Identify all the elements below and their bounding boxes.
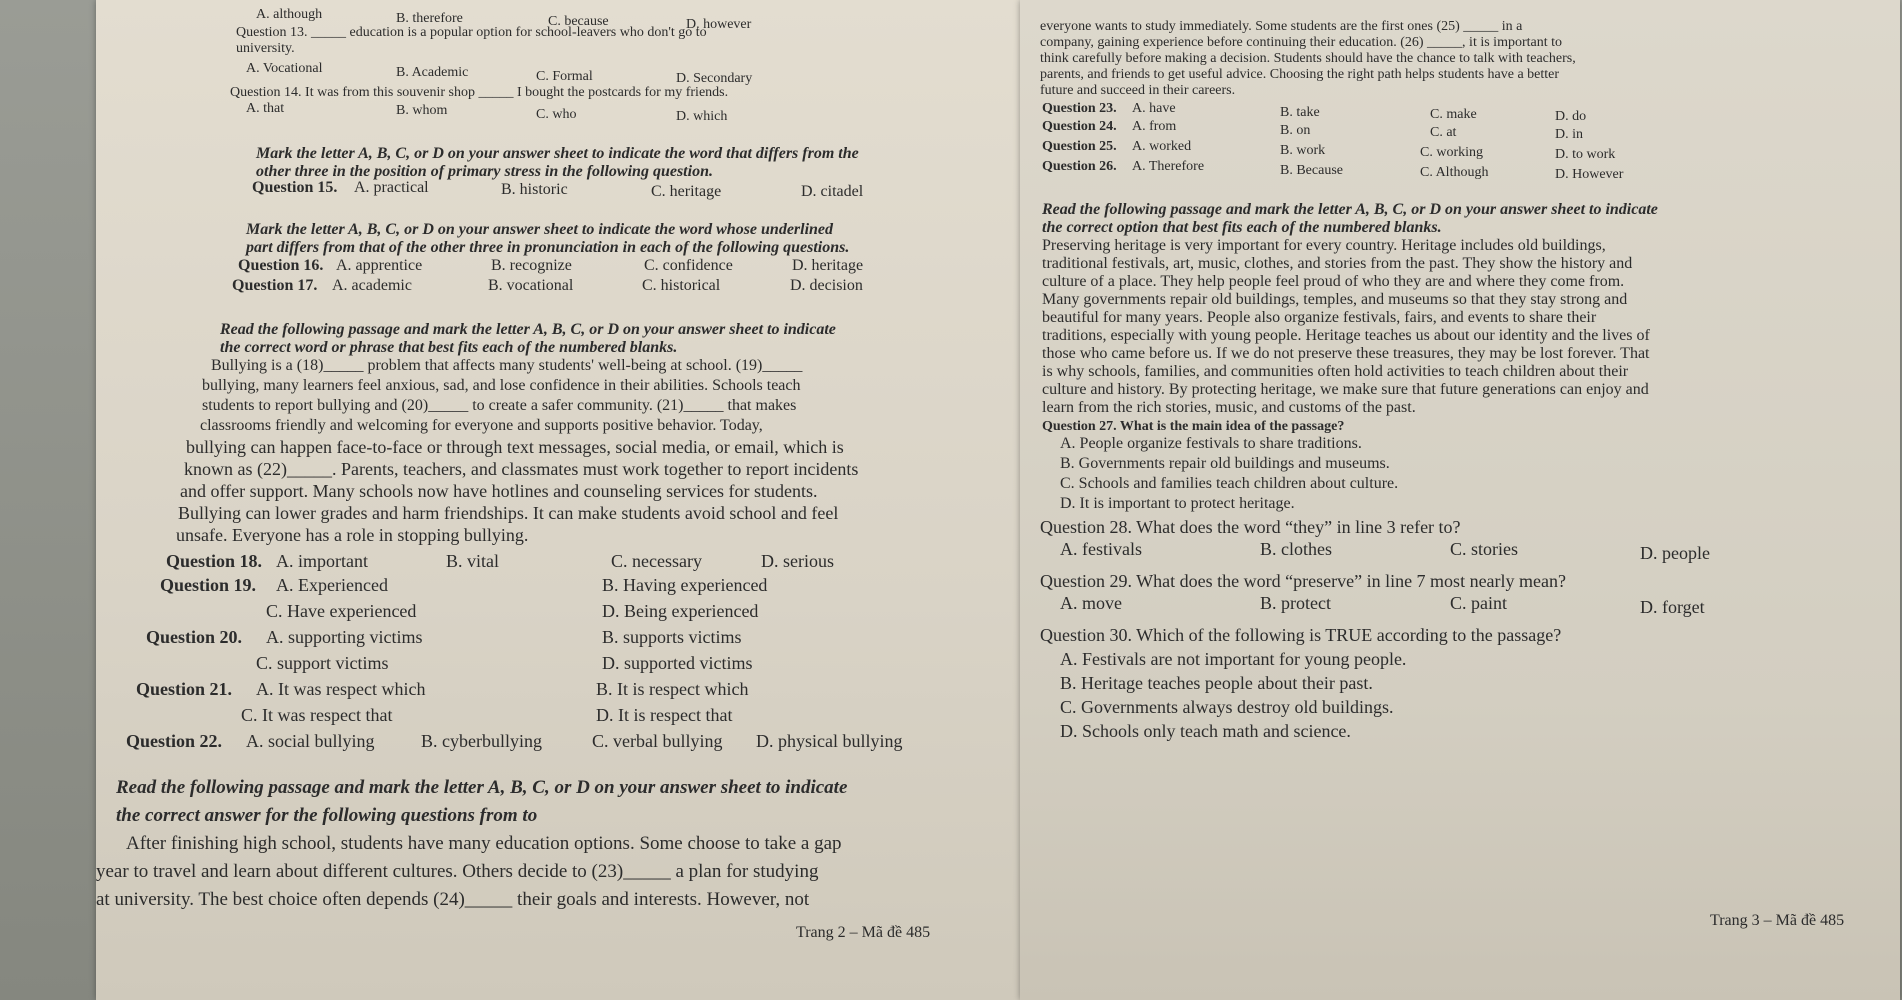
page-footer: Trang 3 – Mã đề 485	[1710, 912, 1845, 929]
q17-label: Question 17.	[232, 277, 318, 294]
passage-line: culture of a place. They help people feel proud of who they are and where they come from.	[1042, 273, 1625, 290]
q28-option-b: B. clothes	[1260, 539, 1332, 559]
passage-line: bullying, many learners feel anxious, sad, and lose confidence in their abilities. Schools teach	[202, 377, 801, 394]
q21-label: Question 21.	[136, 679, 233, 699]
pronunciation-instruction-cont: part differs from that of the other three in pronunciation in each of the following questions.	[246, 239, 850, 256]
q23-option-d: D. do	[1555, 109, 1587, 124]
q29-option-d: D. forget	[1640, 597, 1705, 617]
q16-label: Question 16.	[238, 257, 324, 274]
q30-option-a: A. Festivals are not important for young people.	[1060, 649, 1407, 669]
q26-option-b: B. Because	[1280, 163, 1343, 178]
q17-option-d: D. decision	[790, 277, 863, 294]
q27-stem: Question 27. What is the main idea of the passage?	[1042, 419, 1345, 434]
q12-option-c: C. because	[548, 14, 609, 29]
q20-label: Question 20.	[146, 627, 243, 647]
passage-line: at university. The best choice often depends (24)_____ their goals and interests. However, not	[96, 889, 810, 910]
q12-option-b: B. therefore	[396, 11, 463, 26]
q28-stem: Question 28. What does the word “they” in line 3 refer to?	[1040, 517, 1461, 537]
q13-option-b: B. Academic	[396, 65, 469, 80]
q23-option-c: C. make	[1430, 107, 1477, 122]
passage-line: known as (22)_____. Parents, teachers, and classmates must work together to report incidents	[184, 459, 859, 479]
passage-line: Preserving heritage is very important for every country. Heritage includes old buildings,	[1042, 237, 1606, 254]
q17-option-b: B. vocational	[488, 277, 574, 294]
q26-option-d: D. However	[1555, 167, 1624, 182]
q22-option-a: A. social bullying	[246, 731, 375, 751]
q14-option-c: C. who	[536, 107, 577, 122]
q19-option-d: D. Being experienced	[602, 601, 759, 621]
q19-option-c: C. Have experienced	[266, 601, 417, 621]
passage-line: Bullying is a (18)_____ problem that affects many students' well-being at school. (19)_____	[211, 357, 803, 374]
q29-stem: Question 29. What does the word “preserve” in line 7 most nearly mean?	[1040, 571, 1567, 591]
passage-line: company, gaining experience before continuing their education. (26) _____, it is important to	[1040, 35, 1562, 50]
q18-option-c: C. necessary	[611, 551, 702, 571]
passage-line: culture and history. By protecting heritage, we make sure that future generations can enjoy and	[1042, 381, 1649, 398]
q14-option-b: B. whom	[396, 103, 448, 118]
stress-instruction: Mark the letter A, B, C, or D on your answer sheet to indicate the word that differs from the	[256, 145, 859, 162]
q27-option-a: A. People organize festivals to share traditions.	[1060, 435, 1362, 452]
q25-option-c: C. working	[1420, 145, 1483, 160]
passage-line: After finishing high school, students have many education options. Some choose to take a gap	[126, 833, 842, 854]
q12-option-a: A. although	[256, 7, 323, 22]
page-footer: Trang 2 – Mã đề 485	[796, 924, 931, 941]
passage-line: Bullying can lower grades and harm friendships. It can make students avoid school and feel	[178, 503, 839, 523]
reading3-instruction-cont: the correct option that best fits each of the numbered blanks.	[1042, 219, 1442, 236]
q16-option-c: C. confidence	[644, 257, 733, 274]
q30-stem: Question 30. Which of the following is TRUE according to the passage?	[1040, 625, 1562, 645]
reading2-instruction: Read the following passage and mark the letter A, B, C, or D on your answer sheet to indicate	[116, 777, 848, 798]
stress-instruction-cont: other three in the position of primary stress in the following question.	[256, 163, 713, 180]
q24-option-b: B. on	[1280, 123, 1311, 138]
q15-option-d: D. citadel	[801, 183, 864, 200]
reading1-instruction: Read the following passage and mark the letter A, B, C, or D on your answer sheet to indicate	[220, 321, 836, 338]
q23-option-b: B. take	[1280, 105, 1320, 120]
q18-option-a: A. important	[276, 551, 368, 571]
q29-option-c: C. paint	[1450, 593, 1507, 613]
q26-label: Question 26.	[1042, 159, 1117, 174]
q13-stem: Question 13. _____ education is a popular option for school-leavers who don't go to	[236, 25, 707, 40]
q24-option-c: C. at	[1430, 125, 1457, 140]
q16-option-d: D. heritage	[792, 257, 864, 274]
q18-label: Question 18.	[166, 551, 263, 571]
passage-line: parents, and friends to get useful advice. Choosing the right path helps students have a better	[1040, 67, 1560, 82]
passage-line: unsafe. Everyone has a role in stopping bullying.	[176, 525, 529, 545]
passage-line: learn from the rich stories, music, and customs of the past.	[1042, 399, 1416, 416]
q25-option-d: D. to work	[1555, 147, 1616, 162]
q27-option-c: C. Schools and families teach children about culture.	[1060, 475, 1399, 492]
q23-option-a: A. have	[1132, 101, 1176, 116]
q13-option-c: C. Formal	[536, 69, 593, 84]
passage-line: year to travel and learn about different cultures. Others decide to (23)_____ a plan for studying	[96, 861, 819, 882]
q16-option-b: B. recognize	[491, 257, 572, 274]
q16-option-a: A. apprentice	[336, 257, 423, 274]
q18-option-d: D. serious	[761, 551, 834, 571]
q19-option-a: A. Experienced	[276, 575, 388, 595]
q15-option-c: C. heritage	[651, 183, 722, 200]
q24-label: Question 24.	[1042, 119, 1117, 134]
q13-option-a: A. Vocational	[246, 61, 323, 76]
q30-option-b: B. Heritage teaches people about their past.	[1060, 673, 1373, 693]
q21-option-b: B. It is respect which	[596, 679, 749, 699]
passage-line: Many governments repair old buildings, temples, and museums so that they stay strong and	[1042, 291, 1628, 308]
pronunciation-instruction: Mark the letter A, B, C, or D on your answer sheet to indicate the word whose underlined	[246, 221, 834, 238]
q22-label: Question 22.	[126, 731, 223, 751]
q22-option-c: C. verbal bullying	[592, 731, 723, 751]
q21-option-d: D. It is respect that	[596, 705, 733, 725]
q24-option-d: D. in	[1555, 127, 1583, 142]
reading2-instruction-cont: the correct answer for the following questions from to	[116, 805, 538, 826]
q27-option-b: B. Governments repair old buildings and museums.	[1060, 455, 1390, 472]
q18-option-b: B. vital	[446, 551, 499, 571]
q20-option-b: B. supports victims	[602, 627, 742, 647]
q23-label: Question 23.	[1042, 101, 1117, 116]
q22-option-d: D. physical bullying	[756, 731, 903, 751]
passage-line: students to report bullying and (20)_____ to create a safer community. (21)_____ that makes	[202, 397, 797, 414]
q27-option-d: D. It is important to protect heritage.	[1060, 495, 1295, 512]
q25-option-a: A. worked	[1132, 139, 1192, 154]
passage-line: classrooms friendly and welcoming for everyone and supports positive behavior. Today,	[200, 417, 763, 434]
passage-line: is why schools, families, and communities often hold activities to teach children about their	[1042, 363, 1629, 380]
q24-option-a: A. from	[1132, 119, 1177, 134]
q17-option-a: A. academic	[332, 277, 412, 294]
q15-label: Question 15.	[252, 179, 338, 196]
q25-option-b: B. work	[1280, 143, 1326, 158]
passage-line: those who came before us. If we do not preserve these treasures, they may be lost forever. That	[1042, 345, 1650, 362]
passage-line: future and succeed in their careers.	[1040, 83, 1236, 98]
reading3-instruction: Read the following passage and mark the letter A, B, C, or D on your answer sheet to indicate	[1042, 201, 1658, 218]
passage-line: think carefully before making a decision. Students should have the chance to talk with teachers,	[1040, 51, 1576, 66]
q13-option-d: D. Secondary	[676, 71, 753, 86]
q12-option-d: D. however	[686, 17, 752, 32]
q20-option-c: C. support victims	[256, 653, 389, 673]
q29-option-b: B. protect	[1260, 593, 1331, 613]
q21-option-c: C. It was respect that	[241, 705, 393, 725]
q14-option-a: A. that	[246, 101, 285, 116]
passage-line: bullying can happen face-to-face or through text messages, social media, or email, which is	[186, 437, 844, 457]
q14-stem: Question 14. It was from this souvenir shop _____ I bought the postcards for my friends.	[230, 85, 729, 100]
q22-option-b: B. cyberbullying	[421, 731, 542, 751]
reading1-instruction-cont: the correct word or phrase that best fits each of the numbered blanks.	[220, 339, 678, 356]
q26-option-c: C. Although	[1420, 165, 1489, 180]
q19-option-b: B. Having experienced	[602, 575, 768, 595]
exam-page-right	[1020, 0, 1900, 1000]
passage-line: beautiful for many years. People also organize festivals, fairs, and events to share their	[1042, 309, 1597, 326]
q30-option-c: C. Governments always destroy old buildings.	[1060, 697, 1394, 717]
q26-option-a: A. Therefore	[1132, 159, 1205, 174]
q25-label: Question 25.	[1042, 139, 1117, 154]
passage-line: traditions, especially with young people. Heritage teaches us about our identity and the lives of	[1042, 327, 1650, 344]
q17-option-c: C. historical	[642, 277, 721, 294]
q28-option-a: A. festivals	[1060, 539, 1142, 559]
q19-label: Question 19.	[160, 575, 257, 595]
passage-line: and offer support. Many schools now have hotlines and counseling services for students.	[180, 481, 818, 501]
q30-option-d: D. Schools only teach math and science.	[1060, 721, 1351, 741]
q15-option-a: A. practical	[354, 179, 429, 196]
q15-option-b: B. historic	[501, 181, 568, 198]
q21-option-a: A. It was respect which	[256, 679, 426, 699]
q28-option-c: C. stories	[1450, 539, 1519, 559]
passage-line: everyone wants to study immediately. Some students are the first ones (25) _____ in a	[1040, 19, 1523, 34]
q20-option-a: A. supporting victims	[266, 627, 423, 647]
q28-option-d: D. people	[1640, 543, 1710, 563]
exam-page-left	[96, 0, 1028, 1000]
q29-option-a: A. move	[1060, 593, 1122, 613]
q20-option-d: D. supported victims	[602, 653, 753, 673]
q13-stem-cont: university.	[236, 41, 295, 56]
passage-line: traditional festivals, art, music, clothes, and stories from the past. They show the history and	[1042, 255, 1633, 272]
q14-option-d: D. which	[676, 109, 728, 124]
